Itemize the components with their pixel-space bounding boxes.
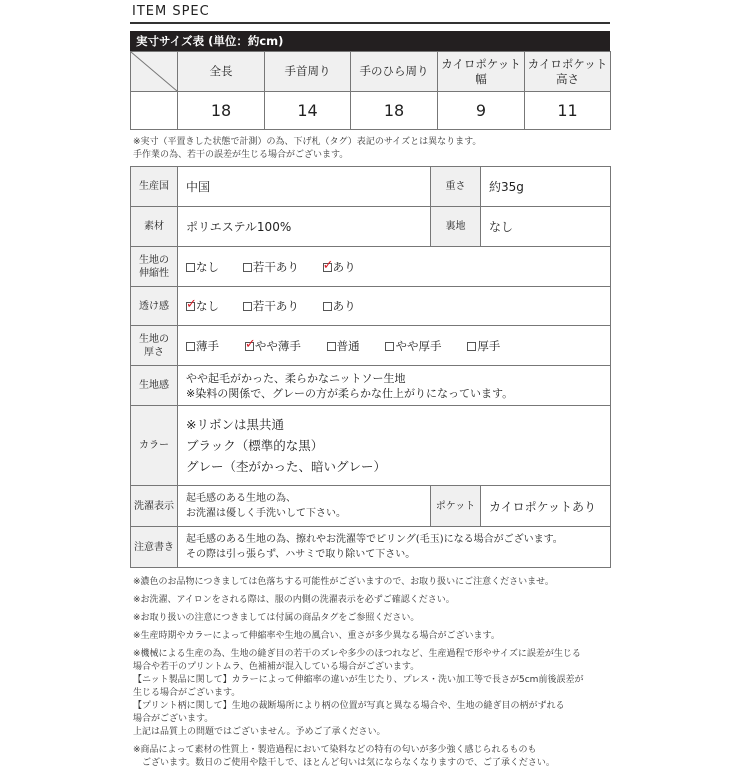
size-value-wrist: 14 [265, 92, 351, 130]
size-value-pocket-width: 9 [438, 92, 525, 130]
size-col-pocket-height: カイロポケット 高さ [525, 52, 611, 92]
red-check-icon: ✓ [322, 257, 334, 273]
thickness-option-somewhat-thick: やや厚手 [385, 338, 441, 354]
origin-value: 中国 [178, 167, 431, 207]
texture-label: 生地感 [131, 366, 178, 406]
sheer-label: 透け感 [131, 287, 178, 326]
spec-row-material [131, 207, 611, 247]
size-col-palm: 手のひら周り [351, 52, 438, 92]
spec-row-texture [131, 366, 611, 406]
bottom-notes [133, 576, 613, 770]
bottom-note: ※生産時期やカラーによって伸縮率や生地の風合い、重さが多少異なる場合がございます。 [133, 631, 500, 641]
bottom-note: ※機械による生産の為、生地の縫ぎ目の若干のズレや多少のほつれなど、生産過程で形やサイズに誤差が生じる [133, 649, 581, 659]
size-col-wrist: 手首周り [265, 52, 351, 92]
wash-label: 洗濯表示 [131, 486, 178, 527]
stretch-option-none: なし [186, 259, 219, 275]
size-note-1: ※実寸（平置きした状態で計測）の為、下げ札（タグ）表記のサイズとは異なります。 [133, 137, 482, 147]
size-value-total-length: 18 [178, 92, 265, 130]
sheer-option-yes: あり [323, 298, 356, 314]
caution-label: 注意書き [131, 527, 178, 568]
item-spec-header [130, 0, 610, 24]
size-table-value-row [131, 92, 611, 130]
bottom-note: ※お取り扱いの注意につきましては付属の商品タグをご参照ください。 [133, 613, 420, 623]
material-label: 素材 [131, 207, 178, 247]
bottom-note: 生じる場合がございます。 [133, 688, 241, 698]
size-col-total-length: 全長 [178, 52, 265, 92]
weight-label: 重さ [431, 167, 481, 207]
bottom-note: 場合がございます。 [133, 714, 214, 724]
thickness-option-somewhat-thin: ✓ やや薄手 [244, 336, 301, 353]
origin-label: 生産国 [131, 167, 178, 207]
size-table [130, 51, 611, 130]
sheer-option-none: ✓ なし [186, 297, 219, 313]
pocket-label: ポケット [431, 486, 481, 527]
lining-value: なし [481, 207, 611, 247]
checkbox-icon [186, 342, 195, 351]
size-table-header-row [131, 52, 611, 92]
checkbox-icon [243, 263, 252, 272]
spec-row-color [131, 406, 611, 486]
weight-value: 約35g [481, 167, 611, 207]
bottom-note: ※お洗濯、アイロンをされる際は、服の内側の洗濯表示を必ずご確認ください。 [133, 595, 455, 605]
spec-row-thickness [131, 326, 611, 366]
thickness-options [178, 326, 611, 366]
checked-checkbox-icon [244, 336, 256, 352]
bottom-note: 【ニット製品に関して】カラーによって伸縮率の違いが生じたり、プレス・洗い加工等で長さが5cm前後誤差が [133, 675, 584, 685]
sheer-options [178, 287, 611, 326]
size-value-pocket-height: 11 [525, 92, 611, 130]
checkbox-icon [323, 302, 332, 311]
stretch-label: 生地の 伸縮性 [131, 247, 178, 287]
blank-cell [131, 92, 178, 130]
checked-checkbox-icon [322, 257, 334, 273]
spec-row-origin [131, 167, 611, 207]
texture-value: やや起毛がかった、柔らかなニットソー生地 ※染料の関係で、グレーの方が柔らかな仕上がりになっています。 [178, 366, 611, 406]
material-value: ポリエステル100% [178, 207, 431, 247]
size-value-palm: 18 [351, 92, 438, 130]
bottom-note: ございます。数日のご使用や陰干しで、ほとんど匂いは気にならなくなりますので、ご了承ください。 [133, 758, 555, 768]
spec-row-sheer [131, 287, 611, 326]
red-check-icon: ✓ [244, 336, 256, 352]
color-value: ※リボンは黒共通 ブラック（標準的な黒） グレー（杢がかった、暗いグレー） [178, 406, 611, 486]
size-table-heading: 実寸サイズ表 (単位：約cm) [130, 31, 610, 51]
spec-row-caution [131, 527, 611, 568]
size-col-pocket-width: カイロポケット 幅 [438, 52, 525, 92]
checkbox-icon [186, 263, 195, 272]
thickness-option-thick: 厚手 [467, 338, 500, 354]
bottom-note: 上記は品質上の問題ではございません。予めご了承ください。 [133, 727, 386, 737]
size-note-2: 手作業の為、若干の誤差が生じる場合がございます。 [133, 150, 349, 160]
thickness-label: 生地の 厚さ [131, 326, 178, 366]
stretch-option-slight: 若干あり [243, 259, 299, 275]
bottom-note: 【プリント柄に関して】生地の裁断場所により柄の位置が写真と異なる場合や、生地の縫ぎ目の柄がずれる [133, 701, 565, 711]
lining-label: 裏地 [431, 207, 481, 247]
checkbox-icon [327, 342, 336, 351]
stretch-options [178, 247, 611, 287]
checkbox-icon [467, 342, 476, 351]
thickness-option-normal: 普通 [327, 338, 360, 354]
stretch-option-yes: ✓ あり [322, 257, 356, 274]
checkbox-icon [243, 302, 252, 311]
thickness-option-thin: 薄手 [186, 338, 219, 354]
page-title: ITEM SPEC [132, 4, 210, 19]
caution-value: 起毛感のある生地の為、擦れやお洗濯等でピリング(毛玉)になる場合がございます。 その際は引っ張らず、ハサミで取り除いて下さい。 [178, 527, 611, 568]
color-label: カラー [131, 406, 178, 486]
red-check-icon: ✓ [186, 297, 197, 312]
checked-checkbox-icon [186, 297, 197, 312]
wash-value: 起毛感のある生地の為、 お洗濯は優しく手洗いして下さい。 [178, 486, 431, 527]
checkbox-icon [385, 342, 394, 351]
spec-row-stretch [131, 247, 611, 287]
bottom-note: ※濃色のお品物につきましては色落ちする可能性がございますので、お取り扱いにご注意くださいませ。 [133, 577, 554, 587]
pocket-value: カイロポケットあり [481, 486, 611, 527]
bottom-note: 場合や若干のプリントムラ、色補補が混入している場合がございます。 [133, 662, 420, 672]
bottom-note: ※商品によって素材の性質上・製造過程において染料などの特有の匂いが多少強く感じられるものも [133, 745, 537, 755]
diagonal-cell [131, 52, 178, 92]
sheer-option-slight: 若干あり [243, 298, 299, 314]
spec-table [130, 166, 611, 568]
spec-row-wash [131, 486, 611, 527]
